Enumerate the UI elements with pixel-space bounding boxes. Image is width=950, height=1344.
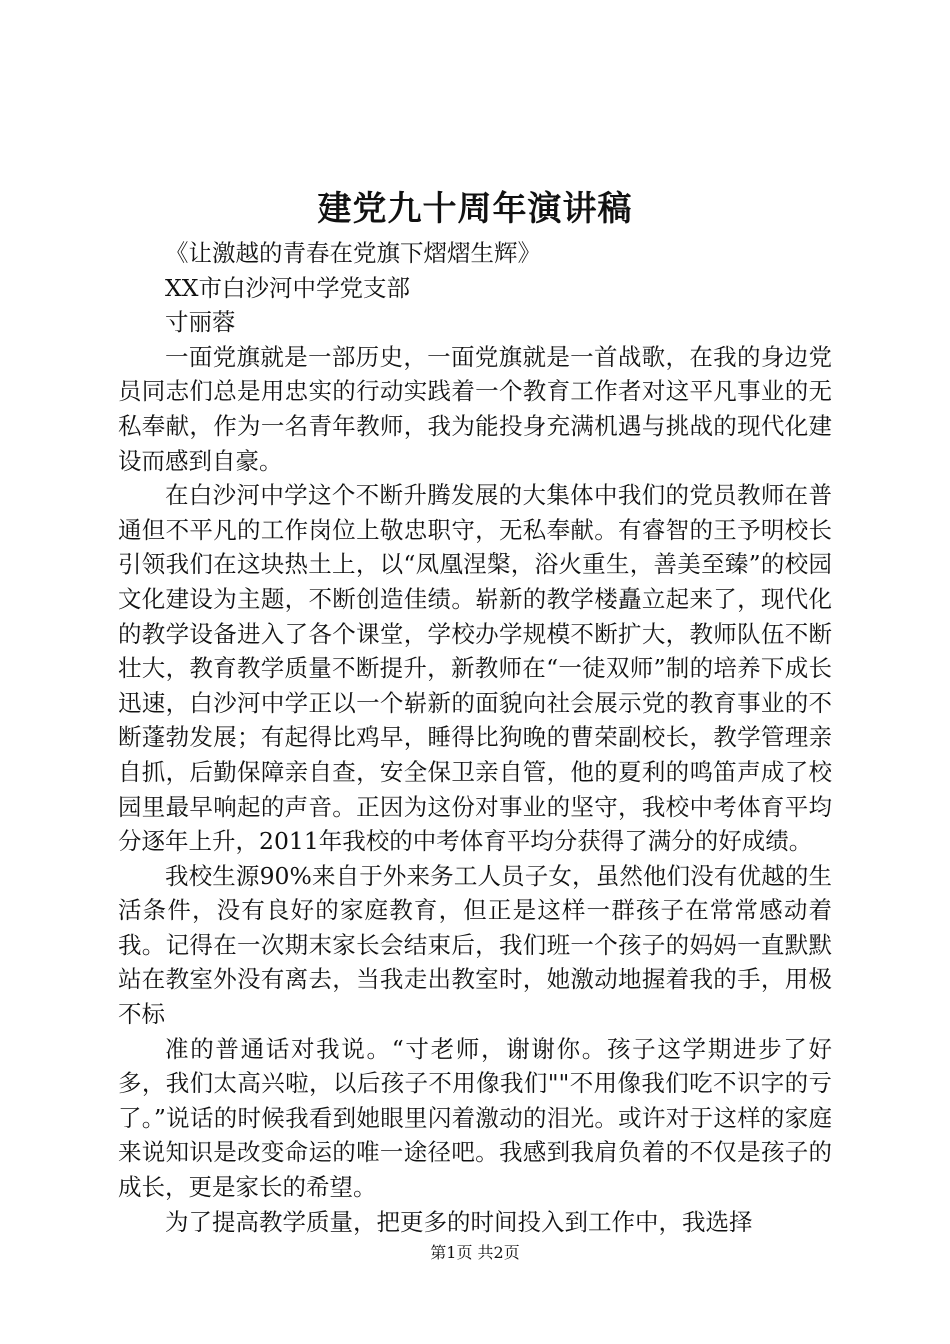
document-body [118,236,832,1239]
body-paragraph: 准的普通话对我说。“寸老师，谢谢你。孩子这学期进步了好多，我们太高兴啦，以后孩子不用像我们""不用像我们吃不识字的亏了。”说话的时候我看到她眼里闪着激动的泪光。或许对于这样的家庭来说知识是改变命运的唯一途径吧。我感到我肩负着的不仅是孩子的成长，更是家长的希望。 [118,1034,832,1202]
page-footer: 第1页 共2页 [430,1243,520,1262]
body-paragraph: 我校生源90%来自于外来务工人员子女，虽然他们没有优越的生活条件，没有良好的家庭教育，但正是这样一群孩子在常常感动着我。记得在一次期末家长会结束后，我们班一个孩子的妈妈一直默默站在教室外没有离去，当我走出教室时，她激动地握着我的手，用极不标 [118,861,832,1029]
speech-subtitle: 《让激越的青春在党旗下熠熠生辉》 [165,239,541,267]
body-paragraph: 一面党旗就是一部历史，一面党旗就是一首战歌，在我的身边党员同志们总是用忠实的行动实践着一个教育工作者对这平凡事业的无私奉献，作为一名青年教师，我为能投身充满机遇与挑战的现代化建设而感到自豪。 [118,342,832,475]
author-organization: XX市白沙河中学党支部 [165,273,410,302]
body-paragraph: 为了提高教学质量，把更多的时间投入到工作中，我选择 [165,1207,753,1236]
author-name: 寸丽蓉 [165,308,236,337]
body-paragraph: 在白沙河中学这个不断升腾发展的大集体中我们的党员教师在普通但不平凡的工作岗位上敬忠职守，无私奉献。有睿智的王予明校长引领我们在这块热土上，以“凤凰涅槃，浴火重生，善美至臻”的校园文化建设为主题，不断创造佳绩。崭新的教学楼矗立起来了，现代化的教学设备进入了各个课堂，学校办学规模不断扩大，教师队伍不断壮大，教育教学质量不断提升，新教师在“一徒双师”制的培养下成长迅速，白沙河中学正以一个崭新的面貌向社会展示党的教育事业的不断蓬勃发展；有起得比鸡早，睡得比狗晚的曹荣副校长，教学管理亲自抓，后勤保障亲自查，安全保卫亲自管，他的夏利的鸣笛声成了校园里最早响起的声音。正因为这份对事业的坚守，我校中考体育平均分逐年上升，2011年我校的中考体育平均分获得了满分的好成绩。 [118,481,832,856]
document-title: 建党九十周年演讲稿 [317,189,633,229]
